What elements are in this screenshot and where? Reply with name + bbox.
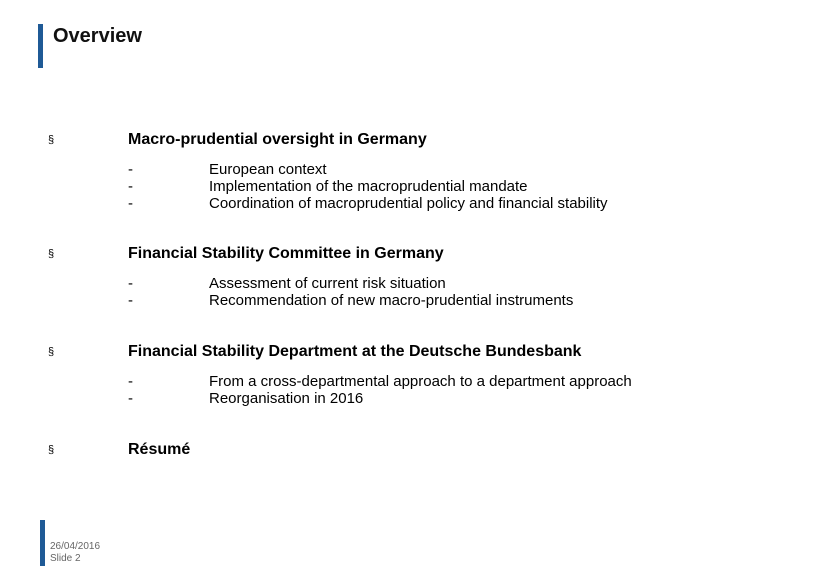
footer <box>50 541 100 565</box>
bullet-icon: § <box>48 444 55 456</box>
list-item-text: Recommendation of new macro-prudential instruments <box>209 291 574 309</box>
sub-list <box>0 276 834 310</box>
list-item <box>0 196 834 213</box>
list-item <box>0 276 834 293</box>
list-item <box>0 293 834 310</box>
footer-slide-number: Slide 2 <box>50 553 81 564</box>
list-item-text: Implementation of the macroprudential mandate <box>209 177 528 195</box>
list-item-text: Assessment of current risk situation <box>209 275 446 292</box>
dash-marker: - <box>128 194 133 212</box>
section-heading: Financial Stability Department at the Deutsche Bundesbank <box>128 343 582 360</box>
section-heading: Résumé <box>128 441 191 458</box>
title-accent-bar <box>38 24 43 68</box>
list-item-text: Coordination of macroprudential policy and financial stability <box>209 194 608 212</box>
bullet-icon: § <box>48 134 55 146</box>
page-title: Overview <box>53 25 142 47</box>
list-item-text: Reorganisation in 2016 <box>209 389 364 407</box>
dash-marker: - <box>128 389 133 407</box>
bullet-icon: § <box>48 248 55 260</box>
list-item <box>0 391 834 408</box>
sub-list <box>0 162 834 212</box>
dash-marker: - <box>128 373 133 390</box>
bullet-icon: § <box>48 346 55 358</box>
list-item <box>0 374 834 391</box>
section-heading: Financial Stability Committee in Germany <box>128 245 444 262</box>
list-item-text: From a cross-departmental approach to a department approach <box>209 373 632 390</box>
dash-marker: - <box>128 177 133 195</box>
sub-list <box>0 374 834 408</box>
list-item-text: European context <box>209 161 327 178</box>
section-heading: Macro-prudential oversight in Germany <box>128 131 427 148</box>
dash-marker: - <box>128 291 133 309</box>
dash-marker: - <box>128 161 133 178</box>
list-item <box>0 162 834 179</box>
dash-marker: - <box>128 275 133 292</box>
footer-accent-bar <box>40 520 45 566</box>
footer-date: 26/04/2016 <box>50 541 101 552</box>
list-item <box>0 179 834 196</box>
